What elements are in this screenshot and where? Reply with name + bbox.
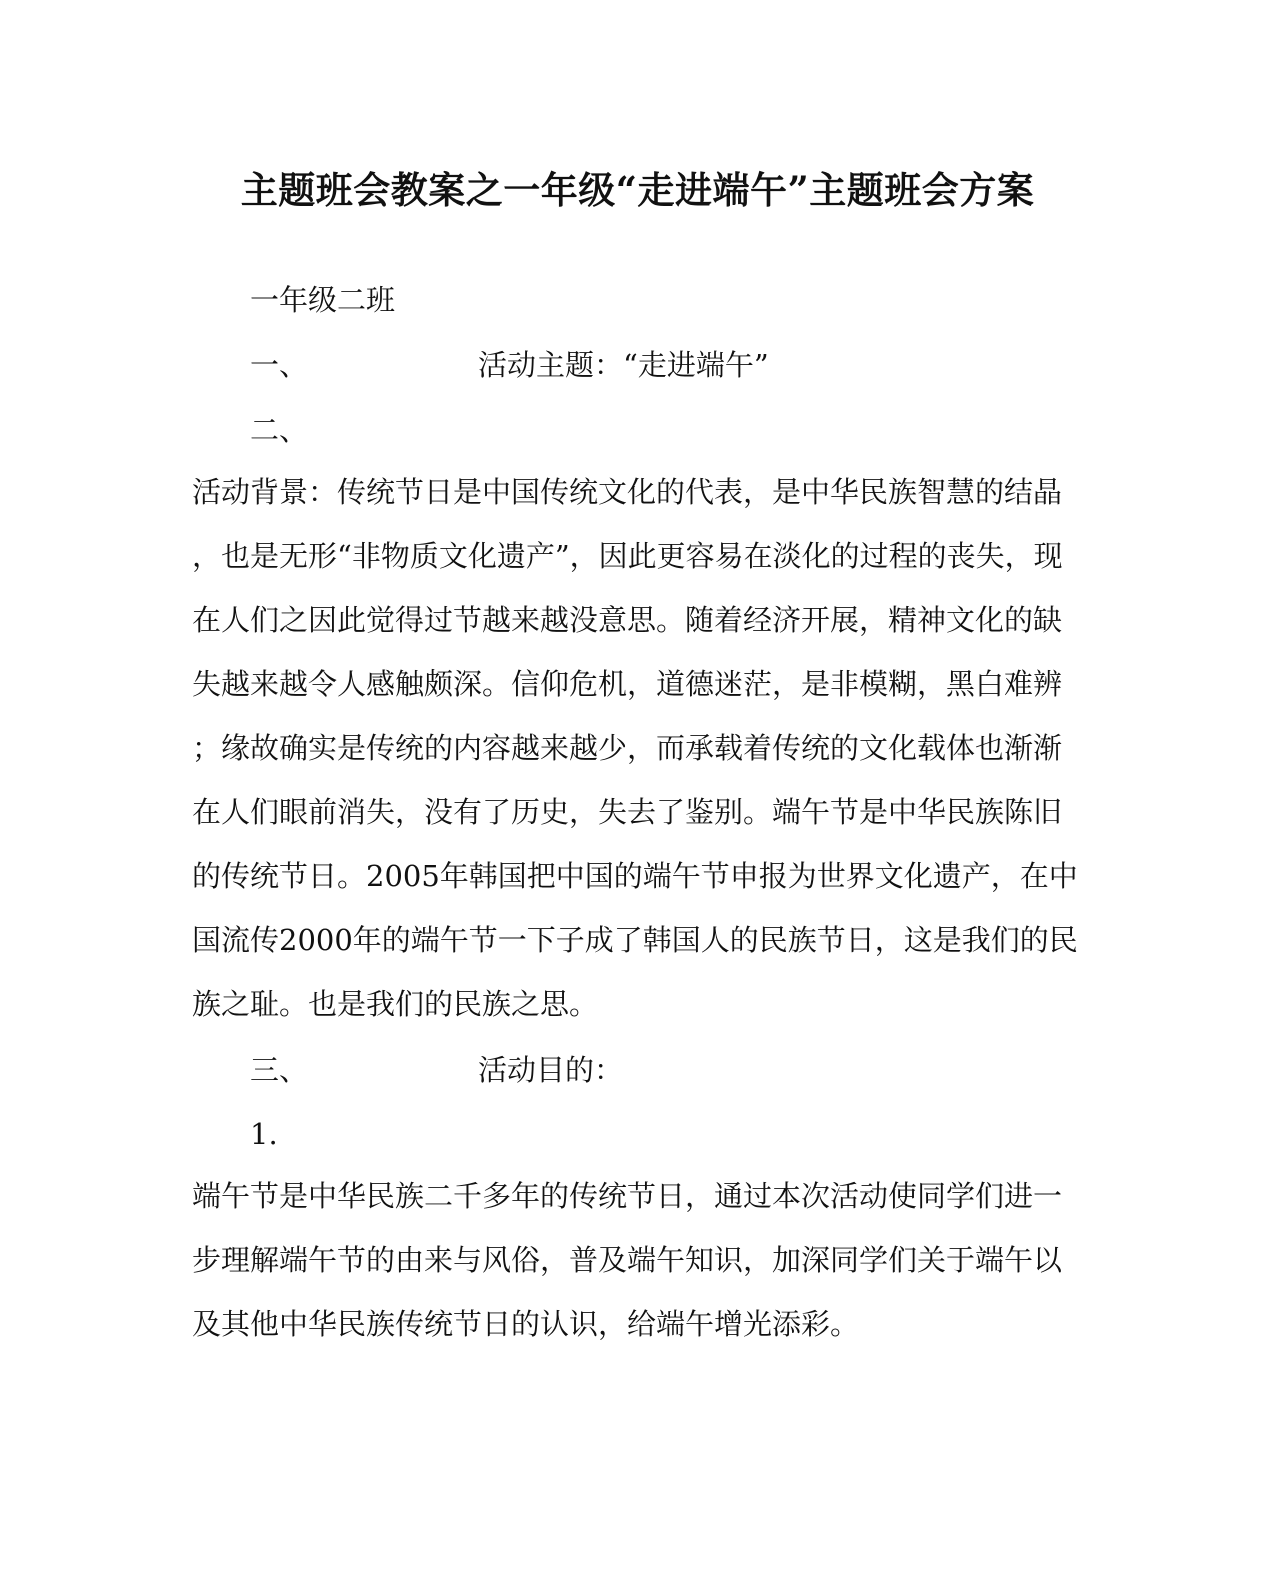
class-name: 一年级二班 <box>250 283 396 317</box>
background-line: 族之耻。也是我们的民族之思。 <box>192 987 599 1021</box>
background-line: 的传统节日。2005年韩国把中国的端午节申报为世界文化遗产，在中 <box>192 859 1078 893</box>
background-line: ，也是无形“非物质文化遗产”，因此更容易在淡化的过程的丧失，现 <box>192 539 1063 573</box>
section-1-heading: 活动主题：“走进端午” <box>478 348 769 382</box>
purpose-line: 步理解端午节的由来与风俗，普及端午知识，加深同学们关于端午以 <box>192 1243 1063 1277</box>
section-3-heading: 活动目的： <box>478 1053 624 1087</box>
section-3-number: 三、 <box>250 1053 309 1087</box>
background-line: 失越来越令人感触颇深。信仰危机，道德迷茫，是非模糊，黑白难辨 <box>192 667 1063 701</box>
background-line: 在人们之因此觉得过节越来越没意思。随着经济开展，精神文化的缺 <box>192 603 1063 637</box>
section-2-number: 二、 <box>250 413 309 447</box>
background-line: 在人们眼前消失，没有了历史，失去了鉴别。端午节是中华民族陈旧 <box>192 795 1063 829</box>
document-title: 主题班会教案之一年级“走进端午”主题班会方案 <box>240 168 1035 212</box>
purpose-line: 及其他中华民族传统节日的认识，给端午增光添彩。 <box>192 1307 860 1341</box>
section-1-number: 一、 <box>250 348 309 382</box>
purpose-line: 端午节是中华民族二千多年的传统节日，通过本次活动使同学们进一 <box>192 1179 1063 1213</box>
background-line: ；缘故确实是传统的内容越来越少，而承载着传统的文化载体也渐渐 <box>192 731 1063 765</box>
background-line: 国流传2000年的端午节一下子成了韩国人的民族节日，这是我们的民 <box>192 923 1078 957</box>
item-1-number: 1. <box>250 1117 278 1151</box>
background-line: 活动背景：传统节日是中国传统文化的代表，是中华民族智慧的结晶 <box>192 475 1063 509</box>
